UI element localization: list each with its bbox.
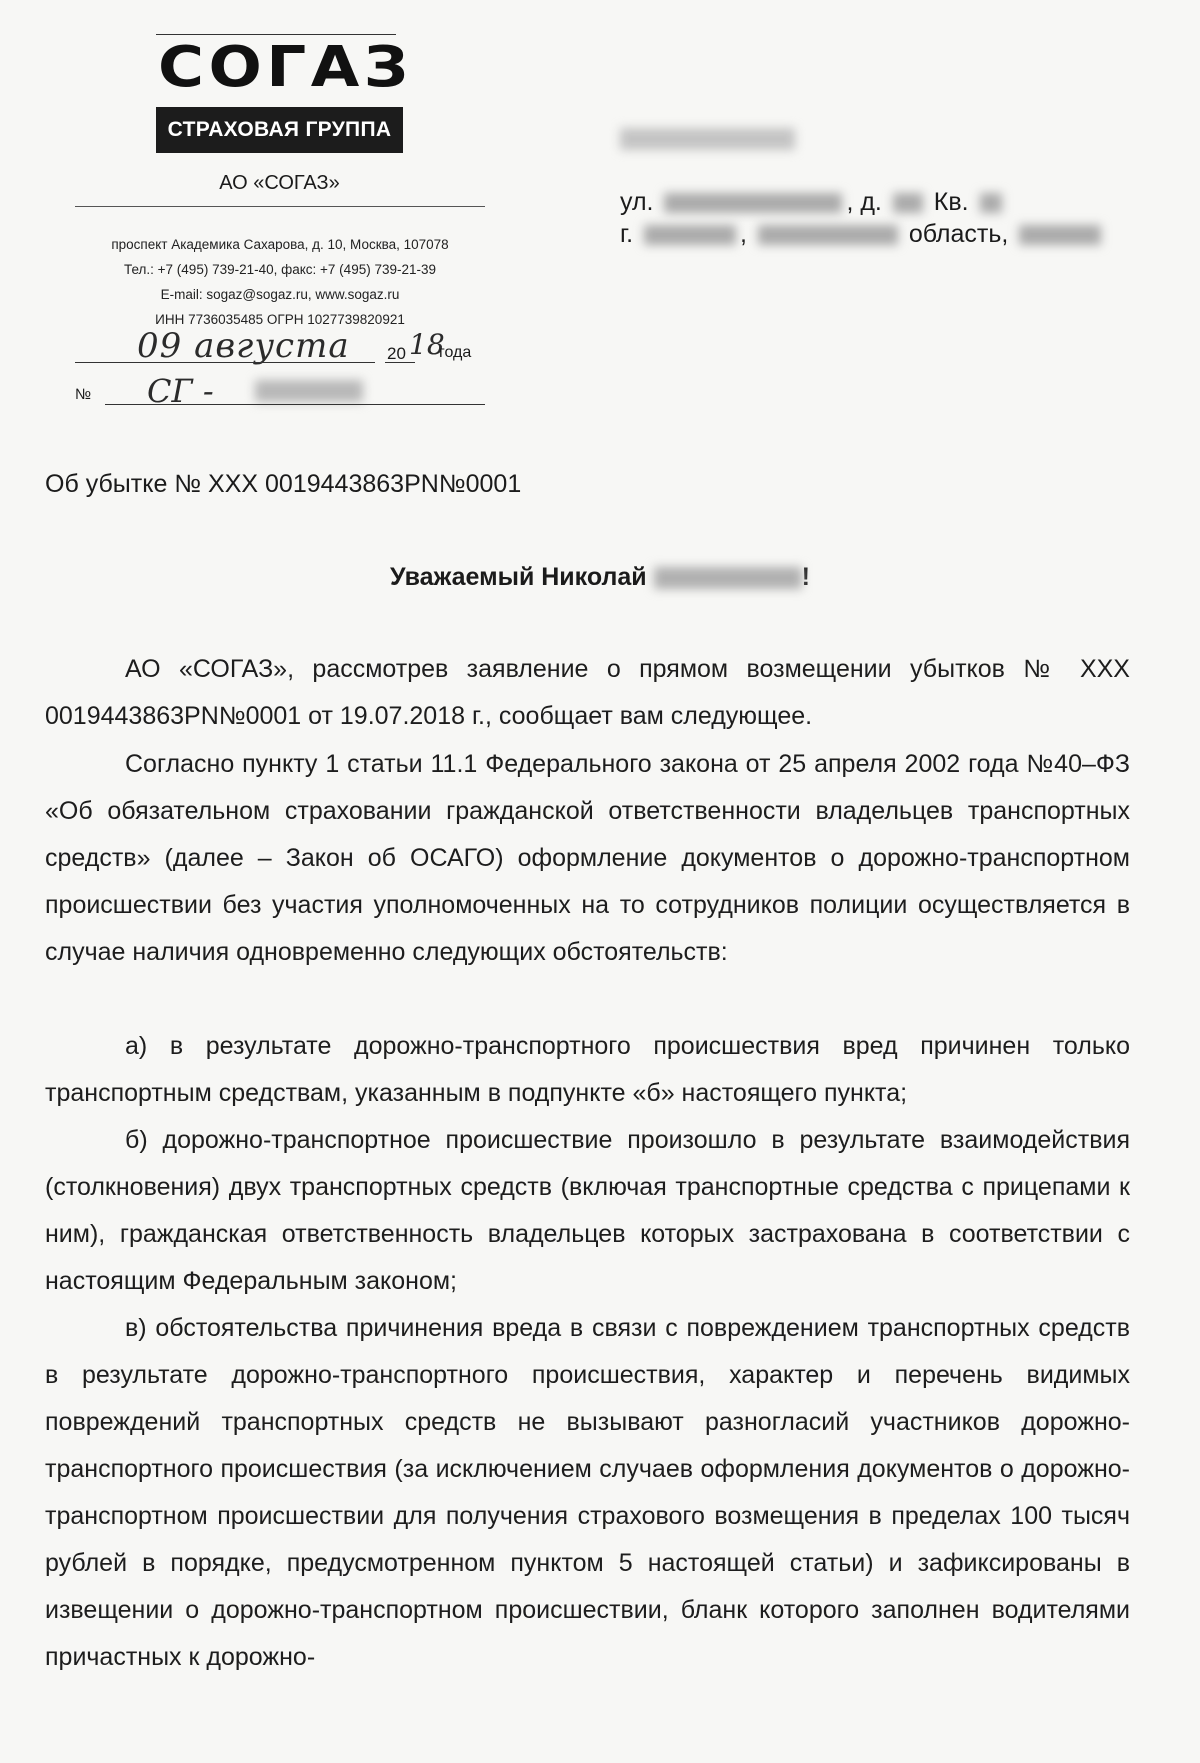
- body-paragraph: [45, 1117, 1130, 1305]
- number-redacted: [255, 380, 363, 402]
- company-email: E-mail: sogaz@sogaz.ru, www.sogaz.ru: [160, 287, 400, 302]
- company-contacts: [75, 232, 485, 332]
- number-underline: [105, 404, 485, 405]
- date-underline: [75, 362, 375, 363]
- paragraph-text: АО «СОГАЗ», рассмотрев заявление о прямом возмещении убытков № XXX 0019443863PN№0001 от 19.07.2018 г., сообщает вам следующее.: [45, 655, 1130, 730]
- number-label: №: [75, 386, 92, 403]
- greeting: [0, 563, 1200, 592]
- greeting-end: !: [801, 563, 810, 591]
- company-ids: ИНН 7736035485 ОГРН 1027739820921: [155, 312, 405, 327]
- sogaz-logo: СОГАЗ: [158, 35, 413, 100]
- region-label: область,: [908, 220, 1009, 248]
- letterhead-divider: [75, 206, 485, 207]
- region-redacted: [758, 225, 898, 245]
- company-phone: Тел.: +7 (495) 739-21-40, факс: +7 (495) 739-21-39: [123, 262, 437, 277]
- house-label: , д.: [846, 188, 882, 216]
- paragraph-text: в) обстоятельства причинения вреда в связи с повреждением транспортных средств в результате дорожно-транспортного происшествия, характер и перечень видимых повреждений транспортных средств не вызывают разногласий участников дорожно-транспортного происшествия (за исключением случаев оформления документов о дорожно-транспортном происшествии для получения страхового возмещения в пределах 100 тысяч рублей в порядке, предусмотренном пунктом 5 настоящей статьи) и зафиксированы в извещении о дорожно-транспортном происшествии, бланк которого заполнен водителями причастных к дорожно-: [45, 1314, 1130, 1671]
- street-redacted: [664, 193, 842, 213]
- date-suffix: года: [439, 344, 472, 361]
- flat-label: Кв.: [933, 188, 969, 216]
- patronymic-redacted: [654, 567, 802, 589]
- company-name: АО «СОГАЗ»: [219, 172, 340, 194]
- addressee-name-redacted: [620, 128, 795, 150]
- street-prefix: ул.: [620, 188, 654, 216]
- logo-tagline: СТРАХОВАЯ ГРУППА: [156, 107, 403, 153]
- company-address: проспект Академика Сахарова, д. 10, Москва, 107078: [111, 237, 449, 252]
- greeting-text: Уважаемый Николай: [390, 563, 647, 591]
- year-underline: [385, 362, 415, 363]
- city-prefix: г.: [620, 220, 634, 248]
- number-handwritten: СГ -: [147, 372, 214, 410]
- body-paragraph: [45, 646, 1130, 740]
- addressee-city: г. , область,: [620, 220, 1105, 249]
- letter-date: [75, 326, 485, 366]
- addressee-street: [620, 188, 1006, 217]
- body-paragraph: [45, 741, 1130, 976]
- house-redacted: [893, 193, 923, 213]
- paragraph-text: Согласно пункту 1 статьи 11.1 Федерального закона от 25 апреля 2002 года №40–ФЗ «Об обязательном страховании гражданской ответственности владельцев транспортных средств» (далее – Закон об ОСАГО) оформление документов о дорожно-транспортном происшествии без участия уполномоченных на то сотрудников полиции осуществляется в случае наличия одновременно следующих обстоятельств:: [45, 750, 1130, 966]
- year-prefix: 20: [387, 344, 406, 363]
- paragraph-text: а) в результате дорожно-транспортного происшествия вред причинен только транспортным средствам, указанным в подпункте «б» настоящего пункта;: [45, 1032, 1130, 1107]
- letter-number: [75, 372, 485, 408]
- letter-subject: Об убытке № ХХХ 0019443863PN№0001: [45, 470, 522, 498]
- date-handwritten: 09 августа: [137, 326, 350, 366]
- flat-redacted: [980, 193, 1002, 213]
- city-redacted: [644, 225, 736, 245]
- body-paragraph: [45, 1305, 1130, 1681]
- postcode-redacted: [1019, 225, 1101, 245]
- year-handwritten: 18: [409, 328, 445, 361]
- body-paragraph: [45, 1023, 1130, 1117]
- paragraph-text: б) дорожно-транспортное происшествие произошло в результате взаимодействия (столкновения) двух транспортных средств (включая транспортные средства с прицепами к ним), гражданская ответственность владельцев которых застрахована в соответствии с настоящим Федеральным законом;: [45, 1126, 1130, 1295]
